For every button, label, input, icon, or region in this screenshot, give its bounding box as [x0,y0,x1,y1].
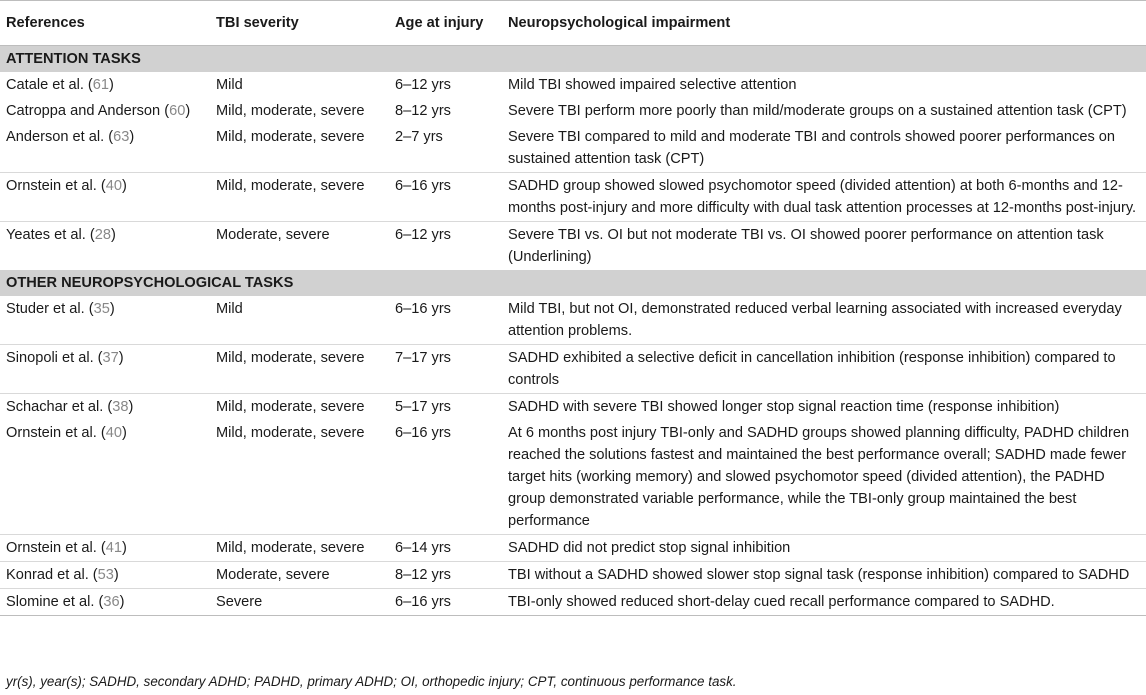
reference-close-paren: ) [118,350,124,366]
impairment-cell: SADHD with severe TBI showed longer stop signal reaction time (response inhibition) [508,399,1060,415]
reference-close-paren: ) [109,77,114,93]
reference-author: Schachar et al. ( [6,399,113,415]
reference-close-paren: ) [128,399,134,415]
reference-author: Catale et al. ( [6,77,93,93]
reference-number-link[interactable]: 40 [105,178,122,194]
section-title: OTHER NEUROPSYCHOLOGICAL TASKS [0,270,1146,296]
reference-number-link[interactable]: 36 [103,594,120,610]
section-title: ATTENTION TASKS [0,46,1146,73]
reference-number-link[interactable]: 53 [97,567,114,583]
severity-cell: Severe [216,594,263,610]
impairment-cell: Severe TBI compared to mild and moderate TBI and controls showed poorer performances on sustained attention task (CPT) [508,129,1116,167]
reference-cell [0,72,210,98]
age-cell: 5–17 yrs [395,399,451,415]
table-row [0,296,1146,345]
header-tbi-severity: TBI severity [216,15,299,31]
severity-cell: Mild, moderate, severe [216,540,365,556]
reference-author: Anderson et al. ( [6,129,114,145]
age-cell: 2–7 yrs [395,129,443,145]
reference-author: Slomine et al. ( [6,594,104,610]
section-header-row [0,46,1146,73]
table-row [0,562,1146,589]
header-impairment: Neuropsychological impairment [508,15,731,31]
age-cell: 6–16 yrs [395,594,451,610]
reference-cell [0,394,210,421]
reference-author: Ornstein et al. ( [6,540,106,556]
table-row [0,589,1146,616]
severity-cell: Mild, moderate, severe [216,178,365,194]
reference-close-paren: ) [110,227,116,243]
age-cell: 6–12 yrs [395,77,451,93]
severity-cell: Moderate, severe [216,227,330,243]
reference-number-link[interactable]: 35 [93,301,110,317]
severity-cell: Mild [216,301,243,317]
impairment-cell: TBI without a SADHD showed slower stop signal task (response inhibition) compared to SADHD [508,567,1130,583]
table-row [0,98,1146,124]
reference-cell [0,535,210,562]
table-row [0,420,1146,535]
impairment-cell: Severe TBI perform more poorly than mild/moderate groups on a sustained attention task (CPT) [508,103,1127,119]
table-row [0,72,1146,98]
reference-close-paren: ) [113,567,119,583]
header-age-at-injury: Age at injury [395,15,484,31]
reference-cell [0,296,210,345]
reference-close-paren: ) [122,425,127,441]
severity-cell: Mild, moderate, severe [216,425,365,441]
age-cell: 6–12 yrs [395,227,451,243]
reference-author: Ornstein et al. ( [6,178,106,194]
reference-author: Konrad et al. ( [6,567,98,583]
reference-number-link[interactable]: 28 [94,227,111,243]
table-footnote: yr(s), year(s); SADHD, secondary ADHD; PADHD, primary ADHD; OI, orthopedic injury; CPT, continuous performance task. [6,674,737,689]
impairment-cell: Mild TBI, but not OI, demonstrated reduced verbal learning associated with increased everyday attention problems. [508,301,1122,339]
reference-cell [0,589,210,616]
impairment-cell: TBI-only showed reduced short-delay cued recall performance compared to SADHD. [508,594,1055,610]
impairment-cell: SADHD group showed slowed psychomotor speed (divided attention) at both 6-months and 12-months post-injury and more difficulty with dual task attention processes at 12-months post-injury. [508,178,1137,216]
table-row [0,394,1146,421]
severity-cell: Mild, moderate, severe [216,103,365,119]
reference-author: Ornstein et al. ( [6,425,106,441]
age-cell: 6–16 yrs [395,425,451,441]
section-header-row [0,270,1146,296]
reference-cell [0,173,210,222]
reference-cell [0,222,210,271]
impairment-cell: SADHD did not predict stop signal inhibition [508,540,791,556]
impairment-cell: At 6 months post injury TBI-only and SADHD groups showed planning difficulty, PADHD children reached the solutions fastest and maintained the best performance overall; SADHD made fewer target hits (working memory) and slowed psychomotor speed (divided attention), the PADHD group demonstrated variable performance, while the TBI-only group maintained the best performance [508,425,1130,529]
impairment-cell: SADHD exhibited a selective deficit in cancellation inhibition (response inhibition) compared to controls [508,350,1116,388]
severity-cell: Mild, moderate, severe [216,129,365,145]
reference-author: Catroppa and Anderson ( [6,103,170,119]
table-row [0,124,1146,173]
age-cell: 8–12 yrs [395,567,451,583]
severity-cell: Mild, moderate, severe [216,350,365,366]
reference-close-paren: ) [129,129,135,145]
reference-number-link[interactable]: 40 [105,425,122,441]
table-row [0,535,1146,562]
reference-number-link[interactable]: 41 [105,540,122,556]
reference-cell [0,124,210,173]
table-row [0,173,1146,222]
age-cell: 6–14 yrs [395,540,451,556]
reference-author: Yeates et al. ( [6,227,95,243]
impairment-cell: Severe TBI vs. OI but not moderate TBI vs. OI showed poorer performance on attention task (Underlining) [508,227,1104,265]
reference-close-paren: ) [122,178,127,194]
table-body [0,46,1146,616]
reference-close-paren: ) [109,301,115,317]
reference-number-link[interactable]: 37 [102,350,119,366]
reference-number-link[interactable]: 60 [169,103,186,119]
severity-cell: Moderate, severe [216,567,330,583]
reference-number-link[interactable]: 63 [113,129,130,145]
reference-number-link[interactable]: 61 [92,77,110,93]
reference-author: Studer et al. ( [6,301,94,317]
reference-cell [0,562,210,589]
age-cell: 6–16 yrs [395,301,451,317]
severity-cell: Mild [216,77,243,93]
header-references: References [6,15,85,31]
reference-author: Sinopoli et al. ( [6,350,103,366]
reference-cell [0,420,210,535]
reference-cell [0,98,210,124]
table-row [0,222,1146,271]
severity-cell: Mild, moderate, severe [216,399,365,415]
reference-close-paren: ) [122,540,127,556]
reference-cell [0,345,210,394]
header-row [0,1,1146,46]
reference-close-paren: ) [119,594,125,610]
age-cell: 8–12 yrs [395,103,451,119]
reference-close-paren: ) [185,103,191,119]
age-cell: 6–16 yrs [395,178,451,194]
impairment-cell: Mild TBI showed impaired selective attention [508,77,797,93]
table-row [0,345,1146,394]
age-cell: 7–17 yrs [395,350,451,366]
reference-number-link[interactable]: 38 [112,399,129,415]
